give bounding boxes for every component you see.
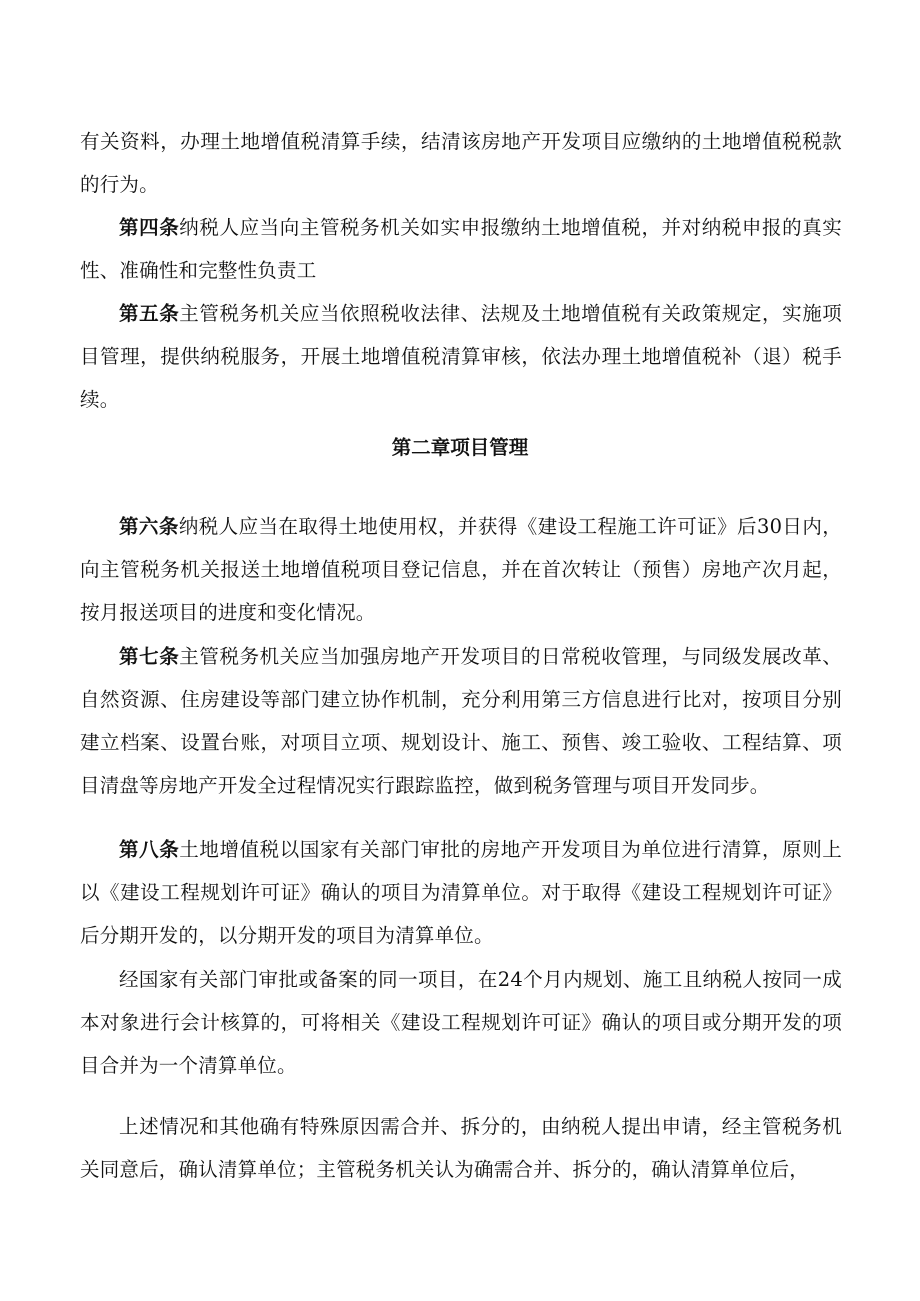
article-number: 第四条 bbox=[119, 216, 180, 239]
article-text: 土地增值税以国家有关部门审批的房地产开发项目为单位进行清算，原则上以《建设工程规划许可证》确认的项目为清算单位。对于取得《建设工程规划许可证》后分期开发的，以分期开发的项目为清算单位。 bbox=[80, 838, 842, 947]
article-8 bbox=[80, 828, 842, 957]
paragraph-special-cases bbox=[80, 1105, 842, 1191]
paragraph-text: 上述情况和其他确有特殊原因需合并、拆分的，由纳税人提出申请，经主管税务机关同意后，确认清算单位；主管税务机关认为确需合并、拆分的，确认清算单位后， bbox=[80, 1115, 842, 1181]
article-6 bbox=[80, 505, 842, 634]
article-text: 主管税务机关应当依照税收法律、法规及土地增值税有关政策规定，实施项目管理，提供纳税服务，开展土地增值税清算审核，依法办理土地增值税补（退）税手续。 bbox=[80, 302, 842, 411]
article-4 bbox=[80, 206, 842, 292]
paragraph-continuation bbox=[80, 120, 842, 206]
article-number: 第七条 bbox=[119, 645, 180, 668]
paragraph-text: 有关资料，办理土地增值税清算手续，结清该房地产开发项目应缴纳的土地增值税税款的行为。 bbox=[80, 130, 842, 196]
article-number: 第六条 bbox=[119, 515, 179, 538]
article-text: 主管税务机关应当加强房地产开发项目的日常税收管理，与同级发展改革、自然资源、住房建设等部门建立协作机制，充分利用第三方信息进行比对，按项目分别建立档案、设置台账，对项目立项、规划设计、施工、预售、竣工验收、工程结算、项目清盘等房地产开发全过程情况实行跟踪监控，做到税务管理与项目开发同步。 bbox=[80, 645, 842, 797]
chapter-title: 第二章项目管理 bbox=[391, 436, 529, 459]
article-number: 第五条 bbox=[119, 302, 180, 325]
paragraph-text: 经国家有关部门审批或备案的同一项目，在24个月内规划、施工且纳税人按同一成本对象进行会计核算的，可将相关《建设工程规划许可证》确认的项目或分期开发的项目合并为一个清算单位。 bbox=[80, 968, 842, 1077]
article-text: 纳税人应当在取得土地使用权，并获得《建设工程施工许可证》后30日内，向主管税务机关报送土地增值税项目登记信息，并在首次转让（预售）房地产次月起，按月报送项目的进度和变化情况。 bbox=[80, 515, 842, 624]
article-7 bbox=[80, 635, 842, 807]
article-number: 第八条 bbox=[119, 838, 180, 861]
article-text: 纳税人应当向主管税务机关如实申报缴纳土地增值税，并对纳税申报的真实性、准确性和完整性负责工 bbox=[80, 216, 842, 282]
article-5 bbox=[80, 292, 842, 421]
paragraph-merge-rule bbox=[80, 958, 842, 1087]
